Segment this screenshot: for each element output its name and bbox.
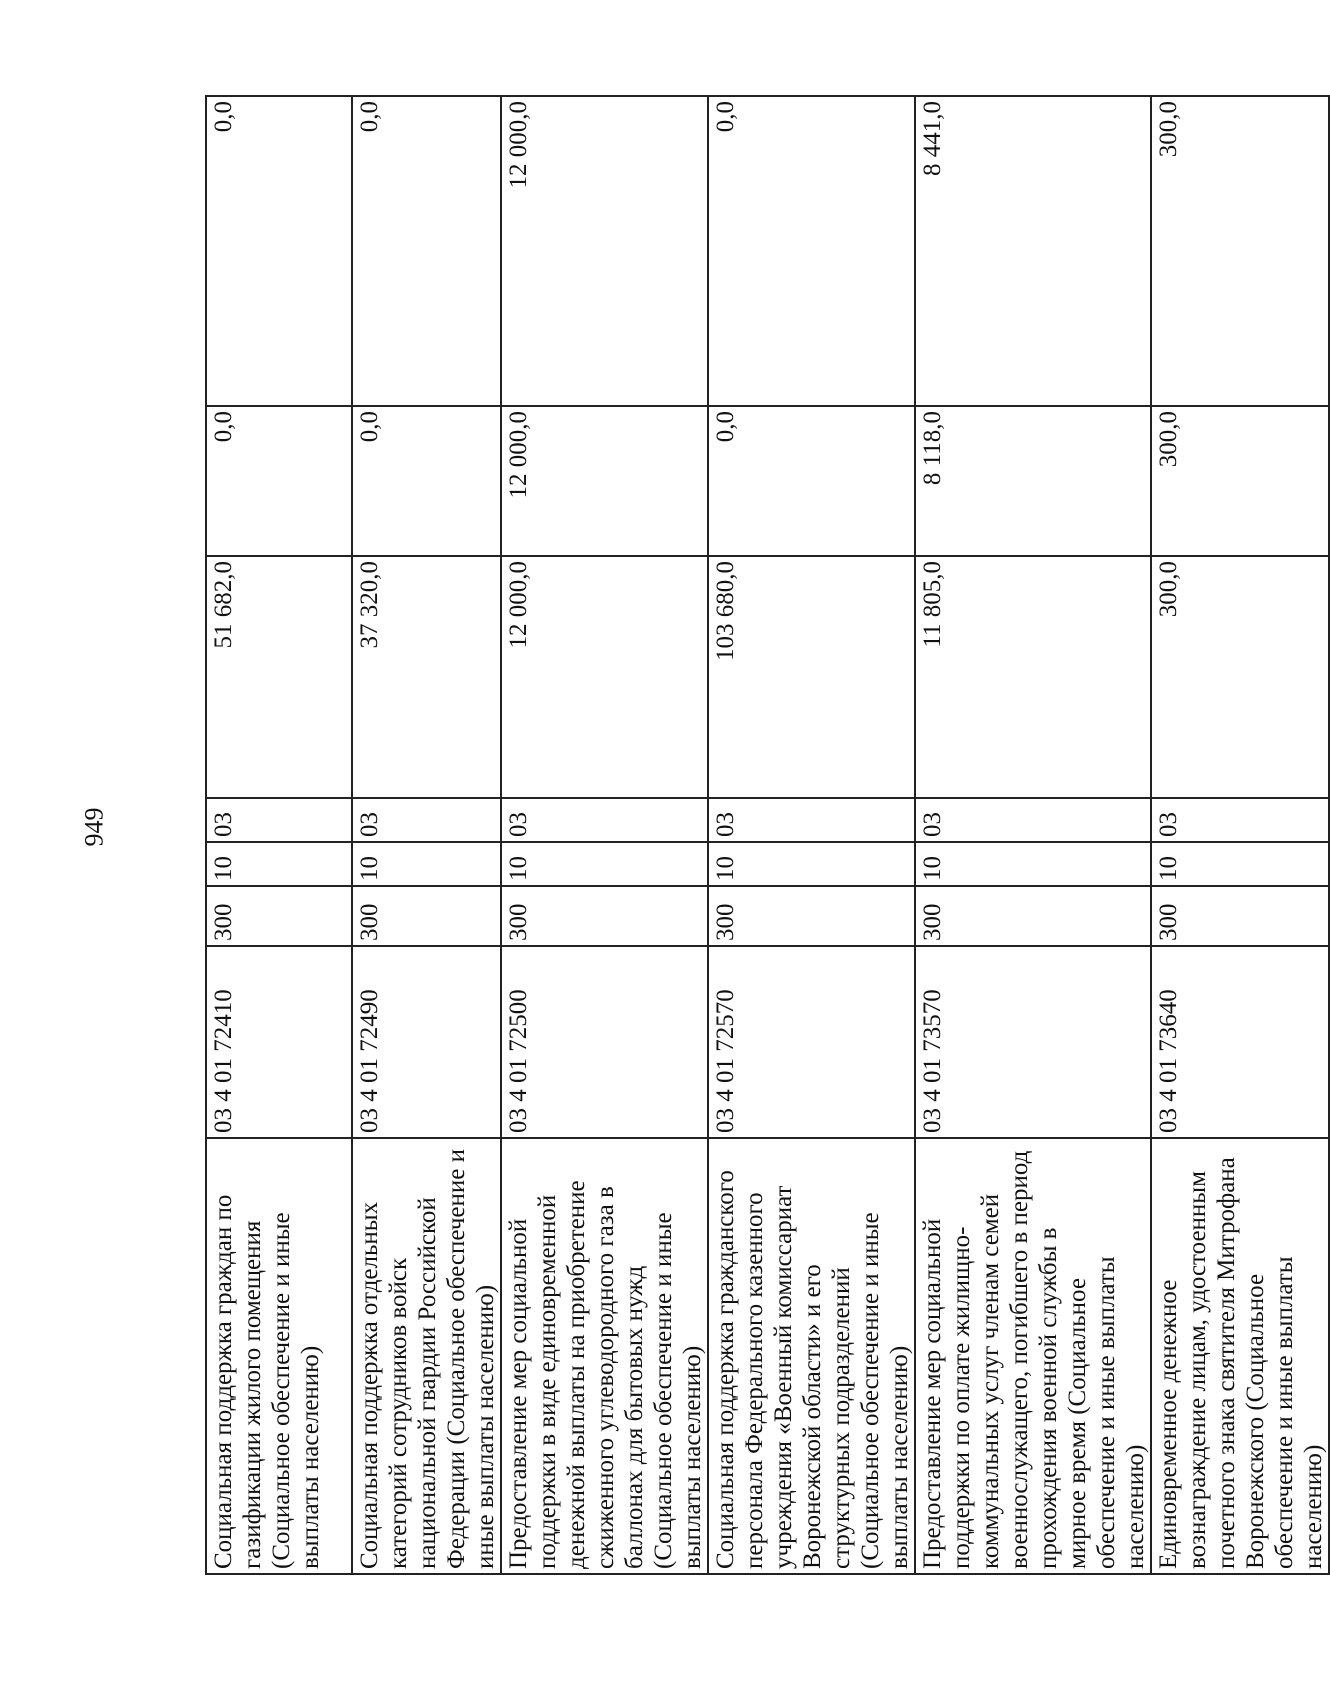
row-amount-1: 11 805,0 <box>915 556 1151 798</box>
table-row <box>915 96 1151 1574</box>
row-amount-1: 300,0 <box>1151 556 1329 798</box>
page-number <box>79 805 108 849</box>
row-amount-3: 300,0 <box>1151 96 1329 406</box>
row-description: Социальная поддержка гражданского персонала Федерального казенного учреждения «Военный комиссариат Воронежской области» и его структурных подразделений (Социальное обеспечение и иные выплаты населению) <box>708 1138 915 1574</box>
row-section: 10 <box>501 842 708 886</box>
row-amount-2: 12 000,0 <box>501 406 708 556</box>
table-row <box>206 96 352 1574</box>
row-expense-type: 300 <box>206 886 352 946</box>
table-row <box>352 96 501 1574</box>
row-description: Предоставление мер социальной поддержки в виде единовременной денежной выплаты на приобретение сжиженного углеводородного газа в баллонах для бытовых нужд (Социальное обеспечение и иные выплаты населению) <box>501 1138 708 1574</box>
row-description: Социальная поддержка отдельных категорий сотрудников войск национальной гвардии Российской Федерации (Социальное обеспечение и иные выплаты населению) <box>352 1138 501 1574</box>
row-amount-2: 0,0 <box>352 406 501 556</box>
row-section: 10 <box>915 842 1151 886</box>
row-subsection: 03 <box>915 798 1151 842</box>
row-subsection: 03 <box>1151 798 1329 842</box>
row-expense-type: 300 <box>501 886 708 946</box>
row-amount-1: 103 680,0 <box>708 556 915 798</box>
row-subsection: 03 <box>708 798 915 842</box>
row-amount-2: 8 118,0 <box>915 406 1151 556</box>
row-target-code: 03 4 01 72500 <box>501 946 708 1138</box>
row-subsection: 03 <box>352 798 501 842</box>
row-amount-3: 8 441,0 <box>915 96 1151 406</box>
row-expense-type: 300 <box>708 886 915 946</box>
row-amount-1: 51 682,0 <box>206 556 352 798</box>
row-section: 10 <box>352 842 501 886</box>
row-amount-3: 12 000,0 <box>501 96 708 406</box>
row-expense-type: 300 <box>1151 886 1329 946</box>
row-target-code: 03 4 01 73570 <box>915 946 1151 1138</box>
table-row <box>1151 96 1329 1574</box>
row-description: Единовременное денежное вознаграждение лицам, удостоенным почетного знака святителя Митрофана Воронежского (Социальное обеспечение и иные выплаты населению) <box>1151 1138 1329 1574</box>
row-section: 10 <box>206 842 352 886</box>
row-target-code: 03 4 01 72570 <box>708 946 915 1138</box>
row-subsection: 03 <box>501 798 708 842</box>
row-description: Социальная поддержка граждан по газификации жилого помещения (Социальное обеспечение и иные выплаты населению) <box>206 1138 352 1574</box>
row-description: Предоставление мер социальной поддержки по оплате жилищно-коммунальных услуг членам семей военнослужащего, погибшего в период прохождения военной службы в мирное время (Социальное обеспечение и иные выплаты населению) <box>915 1138 1151 1574</box>
row-target-code: 03 4 01 73640 <box>1151 946 1329 1138</box>
row-amount-3: 0,0 <box>206 96 352 406</box>
row-amount-1: 12 000,0 <box>501 556 708 798</box>
row-expense-type: 300 <box>915 886 1151 946</box>
page-number-text: 949 <box>79 807 108 847</box>
row-amount-3: 0,0 <box>352 96 501 406</box>
row-amount-1: 37 320,0 <box>352 556 501 798</box>
table-row <box>501 96 708 1574</box>
row-amount-3: 0,0 <box>708 96 915 406</box>
row-expense-type: 300 <box>352 886 501 946</box>
row-amount-2: 0,0 <box>708 406 915 556</box>
row-target-code: 03 4 01 72410 <box>206 946 352 1138</box>
row-subsection: 03 <box>206 798 352 842</box>
table-row <box>708 96 915 1574</box>
budget-table <box>205 95 1330 1575</box>
row-amount-2: 0,0 <box>206 406 352 556</box>
row-section: 10 <box>708 842 915 886</box>
row-amount-2: 300,0 <box>1151 406 1329 556</box>
row-section: 10 <box>1151 842 1329 886</box>
row-target-code: 03 4 01 72490 <box>352 946 501 1138</box>
